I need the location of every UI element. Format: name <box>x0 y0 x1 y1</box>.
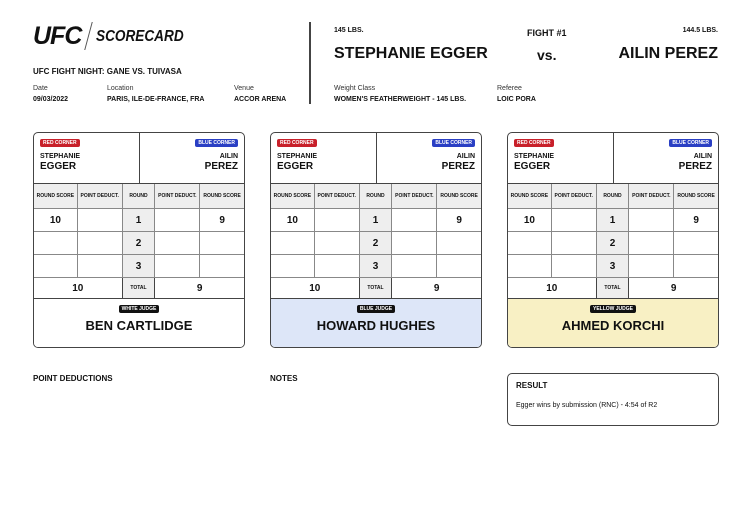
red-last-name: EGGER <box>40 161 77 172</box>
red-round-score <box>34 255 78 278</box>
blue-first-name: AILIN <box>456 153 475 160</box>
col-round-score: ROUND SCORE <box>271 184 315 209</box>
blue-round-score <box>437 232 481 255</box>
red-round-score <box>508 255 552 278</box>
red-last-name: EGGER <box>277 161 314 172</box>
red-fighter-name: STEPHANIE EGGER <box>334 45 488 62</box>
blue-corner <box>614 133 719 183</box>
blue-first-name: AILIN <box>219 153 238 160</box>
col-round-score: ROUND SCORE <box>437 184 481 209</box>
blue-total: 9 <box>670 282 677 294</box>
blue-corner <box>140 133 245 183</box>
round-number: 3 <box>597 255 630 278</box>
notes-heading: NOTES <box>270 374 298 383</box>
blue-total: 9 <box>433 282 440 294</box>
red-total: 10 <box>34 278 123 298</box>
blue-corner <box>377 133 482 183</box>
blue-round-score: 9 <box>437 209 481 232</box>
col-point-deduct: POINT DEDUCT. <box>552 184 597 209</box>
blue-point-deduction <box>629 255 674 278</box>
ufc-logo: UFC <box>33 22 82 50</box>
round-number: 3 <box>123 255 156 278</box>
round-number: 3 <box>360 255 393 278</box>
red-point-deduction <box>552 255 597 278</box>
red-last-name: EGGER <box>514 161 551 172</box>
red-point-deduction <box>78 255 123 278</box>
vs-text: vs. <box>537 47 557 63</box>
referee-label: Referee <box>497 85 522 92</box>
red-point-deduction <box>552 209 597 232</box>
judge-section <box>508 299 718 347</box>
fight-number: FIGHT #1 <box>527 28 567 38</box>
red-corner <box>271 133 377 183</box>
blue-round-score <box>200 255 244 278</box>
judge-scorecard <box>33 132 245 348</box>
col-point-deduct: POINT DEDUCT. <box>629 184 674 209</box>
judge-name: AHMED KORCHI <box>561 318 665 333</box>
red-point-deduction <box>552 232 597 255</box>
blue-point-deduction <box>392 232 437 255</box>
round-number: 2 <box>123 232 156 255</box>
total-label: TOTAL <box>360 278 393 298</box>
logo-divider <box>84 22 93 50</box>
red-point-deduction <box>315 209 360 232</box>
col-round-score: ROUND SCORE <box>34 184 78 209</box>
round-number: 2 <box>597 232 630 255</box>
col-point-deduct: POINT DEDUCT. <box>315 184 360 209</box>
col-round: ROUND <box>360 184 393 209</box>
blue-round-score <box>200 232 244 255</box>
total-label: TOTAL <box>123 278 156 298</box>
referee-value: LOIC PORA <box>497 96 536 103</box>
round-number: 1 <box>123 209 156 232</box>
judge-tag: BLUE JUDGE <box>357 305 395 313</box>
red-corner <box>34 133 140 183</box>
blue-round-score: 9 <box>200 209 244 232</box>
round-number: 1 <box>360 209 393 232</box>
blue-last-name: PEREZ <box>441 161 475 172</box>
venue-label: Venue <box>234 85 254 92</box>
blue-first-name: AILIN <box>693 153 712 160</box>
blue-point-deduction <box>392 255 437 278</box>
red-round-score <box>34 232 78 255</box>
red-round-score: 10 <box>271 209 315 232</box>
blue-fighter-name: AILIN PEREZ <box>618 45 718 62</box>
scorecard-title: SCORECARD <box>96 28 184 45</box>
red-round-score <box>271 255 315 278</box>
red-corner-tag: RED CORNER <box>40 139 80 147</box>
blue-point-deduction <box>155 232 200 255</box>
red-point-deduction <box>78 209 123 232</box>
red-corner <box>508 133 614 183</box>
blue-total: 9 <box>196 282 203 294</box>
red-point-deduction <box>78 232 123 255</box>
round-number: 1 <box>597 209 630 232</box>
judge-scorecard <box>270 132 482 348</box>
red-first-name: STEPHANIE <box>40 153 81 160</box>
result-text: Egger wins by submission (RNC) - 4:54 of R2 <box>516 402 658 409</box>
col-point-deduct: POINT DEDUCT. <box>78 184 123 209</box>
location-label: Location <box>107 85 134 92</box>
venue-value: ACCOR ARENA <box>234 96 287 103</box>
blue-round-score <box>674 232 718 255</box>
col-round-score: ROUND SCORE <box>200 184 244 209</box>
blue-point-deduction <box>155 209 200 232</box>
col-point-deduct: POINT DEDUCT. <box>155 184 200 209</box>
blue-last-name: PEREZ <box>678 161 712 172</box>
blue-point-deduction <box>392 209 437 232</box>
red-round-score <box>271 232 315 255</box>
blue-round-score: 9 <box>674 209 718 232</box>
location-value: PARIS, ILE-DE-FRANCE, FRA <box>107 96 205 103</box>
date-label: Date <box>33 85 48 92</box>
col-point-deduct: POINT DEDUCT. <box>392 184 437 209</box>
blue-point-deduction <box>155 255 200 278</box>
red-point-deduction <box>315 255 360 278</box>
point-deductions-heading: POINT DEDUCTIONS <box>33 374 113 383</box>
judge-section <box>34 299 244 347</box>
col-round-score: ROUND SCORE <box>674 184 718 209</box>
blue-round-score <box>674 255 718 278</box>
blue-round-score <box>437 255 481 278</box>
judge-tag: WHITE JUDGE <box>119 305 160 313</box>
judge-name: BEN CARTLIDGE <box>85 318 193 333</box>
red-weight: 145 LBS. <box>334 27 364 34</box>
red-corner-tag: RED CORNER <box>514 139 554 147</box>
blue-point-deduction <box>629 232 674 255</box>
red-total: 10 <box>271 278 360 298</box>
red-first-name: STEPHANIE <box>514 153 555 160</box>
blue-corner-tag: BLUE CORNER <box>669 139 712 147</box>
judge-section <box>271 299 481 347</box>
col-round: ROUND <box>123 184 156 209</box>
total-label: TOTAL <box>597 278 630 298</box>
red-round-score: 10 <box>508 209 552 232</box>
event-name: UFC FIGHT NIGHT: GANE VS. TUIVASA <box>33 67 182 76</box>
weight-class-label: Weight Class <box>334 85 376 92</box>
col-round-score: ROUND SCORE <box>508 184 552 209</box>
red-first-name: STEPHANIE <box>277 153 318 160</box>
blue-point-deduction <box>629 209 674 232</box>
red-point-deduction <box>315 232 360 255</box>
blue-corner-tag: BLUE CORNER <box>195 139 238 147</box>
blue-corner-tag: BLUE CORNER <box>432 139 475 147</box>
judge-tag: YELLOW JUDGE <box>590 305 636 313</box>
col-round: ROUND <box>597 184 630 209</box>
red-round-score: 10 <box>34 209 78 232</box>
red-round-score <box>508 232 552 255</box>
date-value: 09/03/2022 <box>33 96 69 103</box>
blue-weight: 144.5 LBS. <box>682 27 718 34</box>
red-corner-tag: RED CORNER <box>277 139 317 147</box>
header-divider <box>309 22 311 104</box>
red-total: 10 <box>508 278 597 298</box>
judge-scorecard <box>507 132 719 348</box>
result-heading: RESULT <box>516 381 548 390</box>
round-number: 2 <box>360 232 393 255</box>
blue-last-name: PEREZ <box>204 161 238 172</box>
weight-class-value: WOMEN'S FEATHERWEIGHT - 145 LBS. <box>334 96 467 103</box>
judge-name: HOWARD HUGHES <box>316 318 436 333</box>
result-box <box>507 373 719 426</box>
